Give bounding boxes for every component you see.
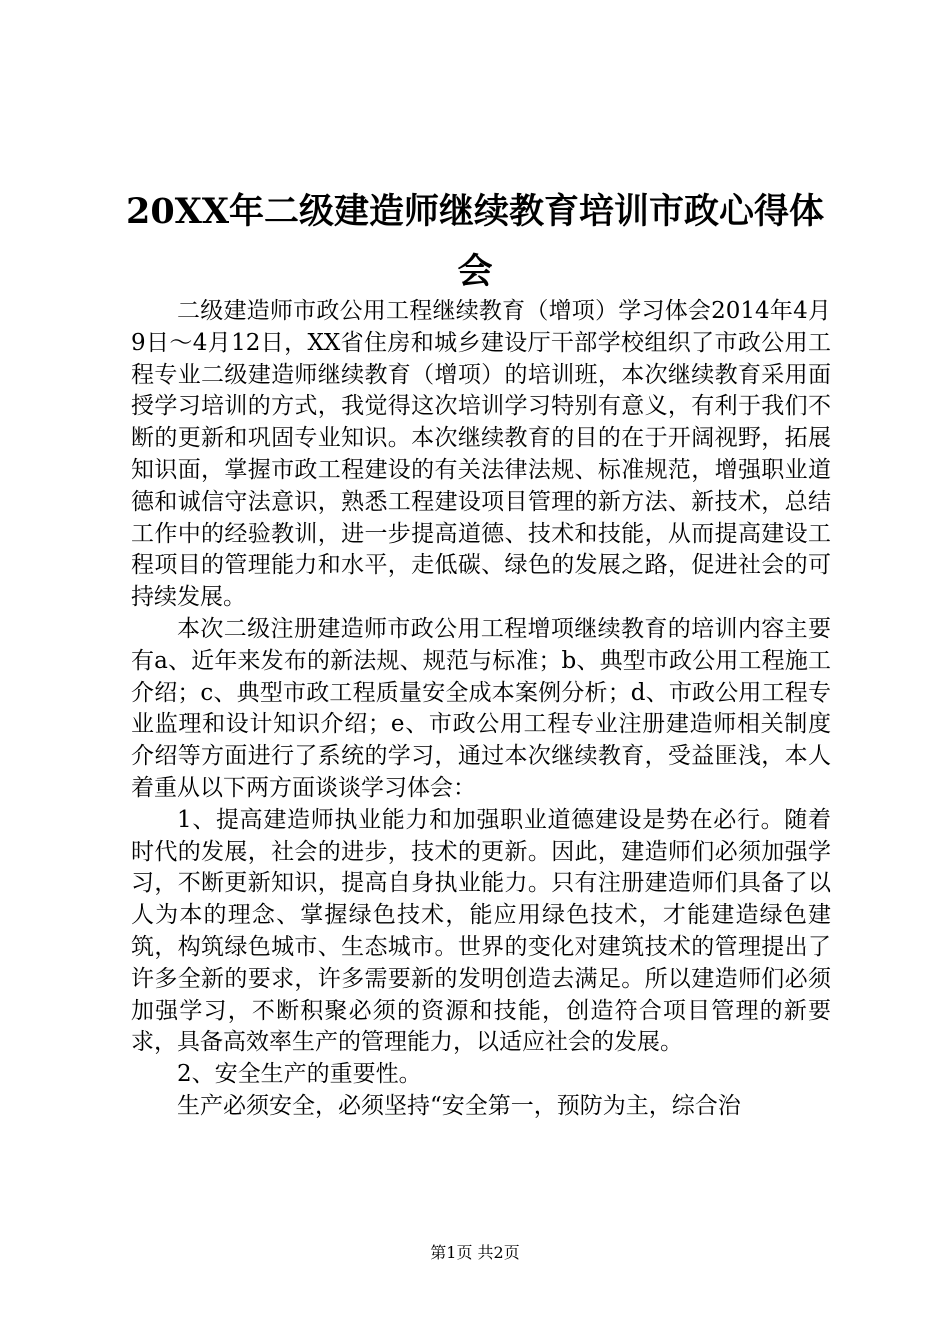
document-title: 20XX年二级建造师继续教育培训市政心得体会: [125, 191, 825, 292]
document-body: [131, 296, 831, 1123]
paragraph-point-1: 1、提高建造师执业能力和加强职业道德建设是势在必行。随着时代的发展，社会的进步，技术的更新。因此，建造师们必须加强学习，不断更新知识，提高自身执业能力。只有注册建造师们具备了以人为本的理念、掌握绿色技术，能应用绿色技术，才能建造绿色建筑，构筑绿色城市、生态城市。世界的变化对建筑技术的管理提出了许多全新的要求，许多需要新的发明创造去满足。所以建造师们必须加强学习，不断积聚必须的资源和技能，创造符合项目管理的新要求，具备高效率生产的管理能力，以适应社会的发展。: [131, 806, 831, 1056]
paragraph-safety: 生产必须安全，必须坚持“安全第一，预防为主，综合治: [177, 1092, 741, 1119]
paragraph-point-2-heading: 2、安全生产的重要性。: [177, 1061, 422, 1088]
paragraph-training-content: 本次二级注册建造师市政公用工程增项继续教育的培训内容主要有a、近年来发布的新法规、规范与标准；b、典型市政公用工程施工介绍；c、典型市政工程质量安全成本案例分析；d、市政公用工程专业监理和设计知识介绍；e、市政公用工程专业注册建造师相关制度介绍等方面进行了系统的学习，通过本次继续教育，受益匪浅，本人着重从以下两方面谈谈学习体会：: [131, 615, 831, 801]
paragraph-intro: 二级建造师市政公用工程继续教育（增项）学习体会2014年4月9日～4月12日，XX省住房和城乡建设厅干部学校组织了市政公用工程专业二级建造师继续教育（增项）的培训班，本次继续教育采用面授学习培训的方式，我觉得这次培训学习特别有意义，有利于我们不断的更新和巩固专业知识。本次继续教育的目的在于开阔视野，拓展知识面，掌握市政工程建设的有关法律法规、标准规范，增强职业道德和诚信守法意识，熟悉工程建设项目管理的新方法、新技术，总结工作中的经验教训，进一步提高道德、技术和技能，从而提高建设工程项目的管理能力和水平，走低碳、绿色的发展之路，促进社会的可持续发展。: [131, 298, 831, 611]
page-number-footer: 第1页 共2页: [430, 1243, 520, 1262]
